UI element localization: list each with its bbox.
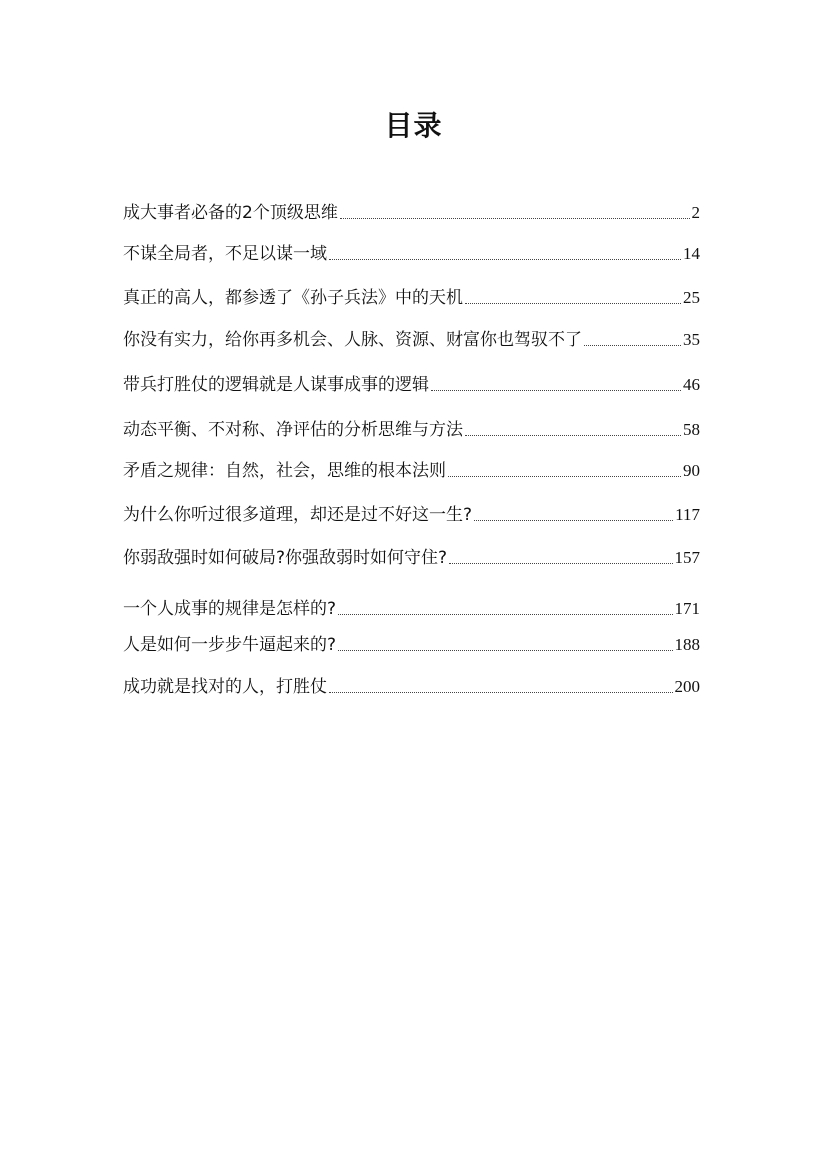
dot-leader <box>465 435 681 436</box>
dot-leader <box>340 218 690 219</box>
toc-entry-page: 14 <box>683 244 700 263</box>
toc-entry[interactable] <box>123 199 700 227</box>
dot-leader <box>338 650 672 651</box>
page-title: 目录 <box>384 109 443 142</box>
toc-entry-page: 35 <box>683 330 700 349</box>
dot-leader <box>465 303 681 304</box>
dot-leader <box>448 476 681 477</box>
toc-entry-title: 一个人成事的规律是怎样的? <box>123 599 337 619</box>
dot-leader <box>329 259 681 260</box>
toc-entry-title: 不谋全局者，不足以谋一域 <box>123 244 327 264</box>
toc-entry[interactable] <box>123 631 700 659</box>
toc-entry-page: 171 <box>674 599 700 618</box>
toc-entry-title: 矛盾之规律：自然，社会，思维的根本法则 <box>123 461 446 481</box>
toc-entry-title: 真正的高人，都参透了《孙子兵法》中的天机 <box>123 288 463 308</box>
toc-entry[interactable] <box>123 457 700 485</box>
toc-entry-page: 117 <box>675 505 700 524</box>
toc-entry-page: 58 <box>683 420 700 439</box>
dot-leader <box>584 345 681 346</box>
toc-entry-title: 成功就是找对的人，打胜仗 <box>123 677 327 697</box>
toc-entry-title: 成大事者必备的2个顶级思维 <box>123 203 338 223</box>
toc-entry[interactable] <box>123 595 700 623</box>
toc-entry[interactable] <box>123 326 700 354</box>
toc-entry-title: 你没有实力，给你再多机会、人脉、资源、财富你也驾驭不了 <box>123 330 582 350</box>
toc-entry[interactable] <box>123 240 700 268</box>
toc-entry[interactable] <box>123 501 700 529</box>
toc-entry[interactable] <box>123 544 700 572</box>
dot-leader <box>474 520 673 521</box>
toc-entry-page: 157 <box>674 548 700 567</box>
dot-leader <box>431 390 681 391</box>
toc-entry-page: 46 <box>683 375 700 394</box>
toc-entry-page: 2 <box>691 203 700 222</box>
toc-entry-page: 90 <box>683 461 700 480</box>
table-of-contents <box>123 0 700 1170</box>
toc-entry-title: 动态平衡、不对称、净评估的分析思维与方法 <box>123 420 463 440</box>
toc-entry[interactable] <box>123 371 700 399</box>
toc-entry-page: 25 <box>683 288 700 307</box>
toc-entry-title: 人是如何一步步牛逼起来的? <box>123 635 337 655</box>
toc-entry-page: 188 <box>674 635 700 654</box>
toc-entry-title: 你弱敌强时如何破局?你强敌弱时如何守住? <box>123 548 448 568</box>
toc-entry-title: 为什么你听过很多道理，却还是过不好这一生? <box>123 505 473 525</box>
dot-leader <box>338 614 672 615</box>
toc-entry[interactable] <box>123 673 700 701</box>
toc-entry[interactable] <box>123 416 700 444</box>
toc-entry-title: 带兵打胜仗的逻辑就是人谋事成事的逻辑 <box>123 375 429 395</box>
dot-leader <box>449 563 672 564</box>
dot-leader <box>329 692 673 693</box>
toc-entry[interactable] <box>123 284 700 312</box>
toc-entry-page: 200 <box>674 677 700 696</box>
